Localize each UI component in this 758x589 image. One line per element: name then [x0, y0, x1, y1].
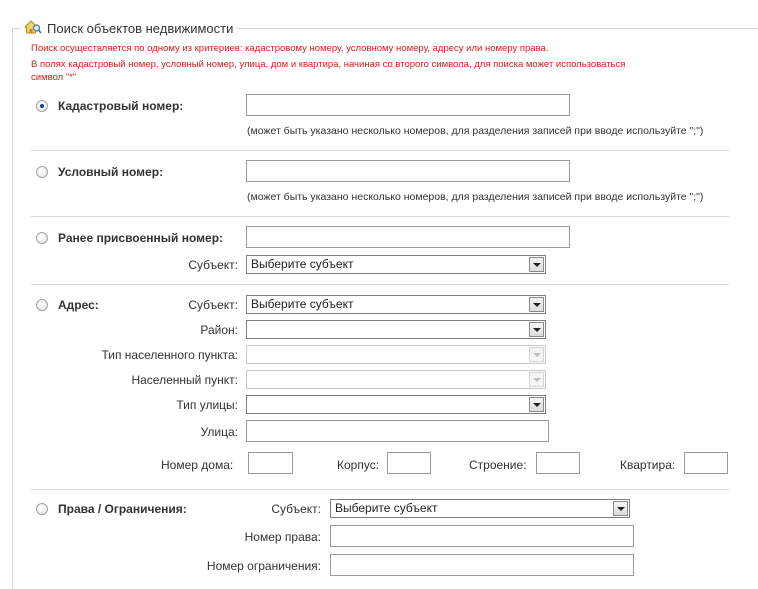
street-type-select[interactable] — [246, 395, 546, 414]
street-input[interactable] — [246, 420, 549, 442]
apartment-label: Квартира: — [620, 458, 676, 472]
rights-subject-value: Выберите субъект — [335, 501, 438, 515]
apartment-input[interactable] — [684, 452, 728, 474]
right-number-label: Номер права: — [244, 530, 321, 544]
structure-input[interactable] — [536, 452, 580, 474]
search-house-icon — [24, 19, 42, 38]
district-select[interactable] — [246, 320, 546, 339]
rights-label: Права / Ограничения: — [58, 502, 187, 516]
settlement-type-select[interactable] — [246, 345, 546, 364]
address-label: Адрес: — [58, 298, 99, 312]
address-subject-value: Выберите субъект — [251, 297, 354, 311]
house-input[interactable] — [248, 452, 293, 474]
chevron-down-icon — [529, 347, 544, 362]
district-label: Район: — [200, 323, 238, 337]
conditional-label: Условный номер: — [58, 165, 164, 179]
address-subject-select[interactable] — [246, 295, 546, 314]
previous-subject-label: Субъект: — [188, 258, 238, 272]
previous-label: Ранее присвоенный номер: — [58, 231, 224, 245]
chevron-down-icon — [529, 297, 544, 312]
divider — [31, 216, 729, 217]
building-label: Корпус: — [337, 458, 380, 472]
fieldset-legend — [20, 18, 237, 38]
building-input[interactable] — [387, 452, 431, 474]
divider — [31, 150, 729, 151]
house-label: Номер дома: — [161, 458, 234, 472]
radio-conditional[interactable] — [36, 166, 48, 178]
restriction-number-input[interactable] — [330, 554, 634, 576]
chevron-down-icon — [613, 501, 628, 516]
divider — [31, 284, 729, 285]
chevron-down-icon — [529, 397, 544, 412]
street-label: Улица: — [200, 425, 238, 439]
chevron-down-icon — [529, 257, 544, 272]
conditional-hint: (может быть указано несколько номеров, для разделения записей при вводе используйте ";") — [247, 191, 704, 203]
cadastral-label: Кадастровый номер: — [58, 99, 184, 113]
right-number-input[interactable] — [330, 525, 634, 547]
radio-previous[interactable] — [36, 232, 48, 244]
radio-rights[interactable] — [36, 503, 48, 515]
previous-subject-value: Выберите субъект — [251, 257, 354, 271]
previous-input[interactable] — [246, 226, 570, 248]
cadastral-input[interactable] — [246, 94, 570, 116]
notice-line-1: Поиск осуществляется по одному из критериев: кадастровому номеру, условному номеру, адресу или номеру права. — [31, 43, 549, 54]
radio-address[interactable] — [36, 299, 48, 311]
notice-line-3: символ "*" — [31, 72, 77, 83]
rights-subject-select[interactable] — [330, 499, 630, 518]
settlement-label: Населенный пункт: — [131, 373, 238, 387]
notice-line-2: В полях кадастровый номер, условный номер, улица, дом и квартира, начиная со второго символа, для поиска может использоваться — [31, 59, 626, 70]
cadastral-hint: (может быть указано несколько номеров, для разделения записей при вводе используйте ";") — [247, 125, 704, 137]
chevron-down-icon — [529, 372, 544, 387]
radio-cadastral[interactable] — [36, 100, 48, 112]
settlement-type-label: Тип населенного пункта: — [101, 348, 238, 362]
address-subject-label: Субъект: — [188, 298, 238, 312]
rights-subject-label: Субъект: — [271, 502, 321, 516]
settlement-select[interactable] — [246, 370, 546, 389]
street-type-label: Тип улицы: — [176, 398, 238, 412]
structure-label: Строение: — [469, 458, 527, 472]
restriction-number-label: Номер ограничения: — [206, 559, 321, 573]
chevron-down-icon — [529, 322, 544, 337]
divider — [31, 489, 729, 490]
previous-subject-select[interactable] — [246, 255, 546, 274]
page-title: Поиск объектов недвижимости — [47, 20, 234, 36]
conditional-input[interactable] — [246, 160, 570, 182]
